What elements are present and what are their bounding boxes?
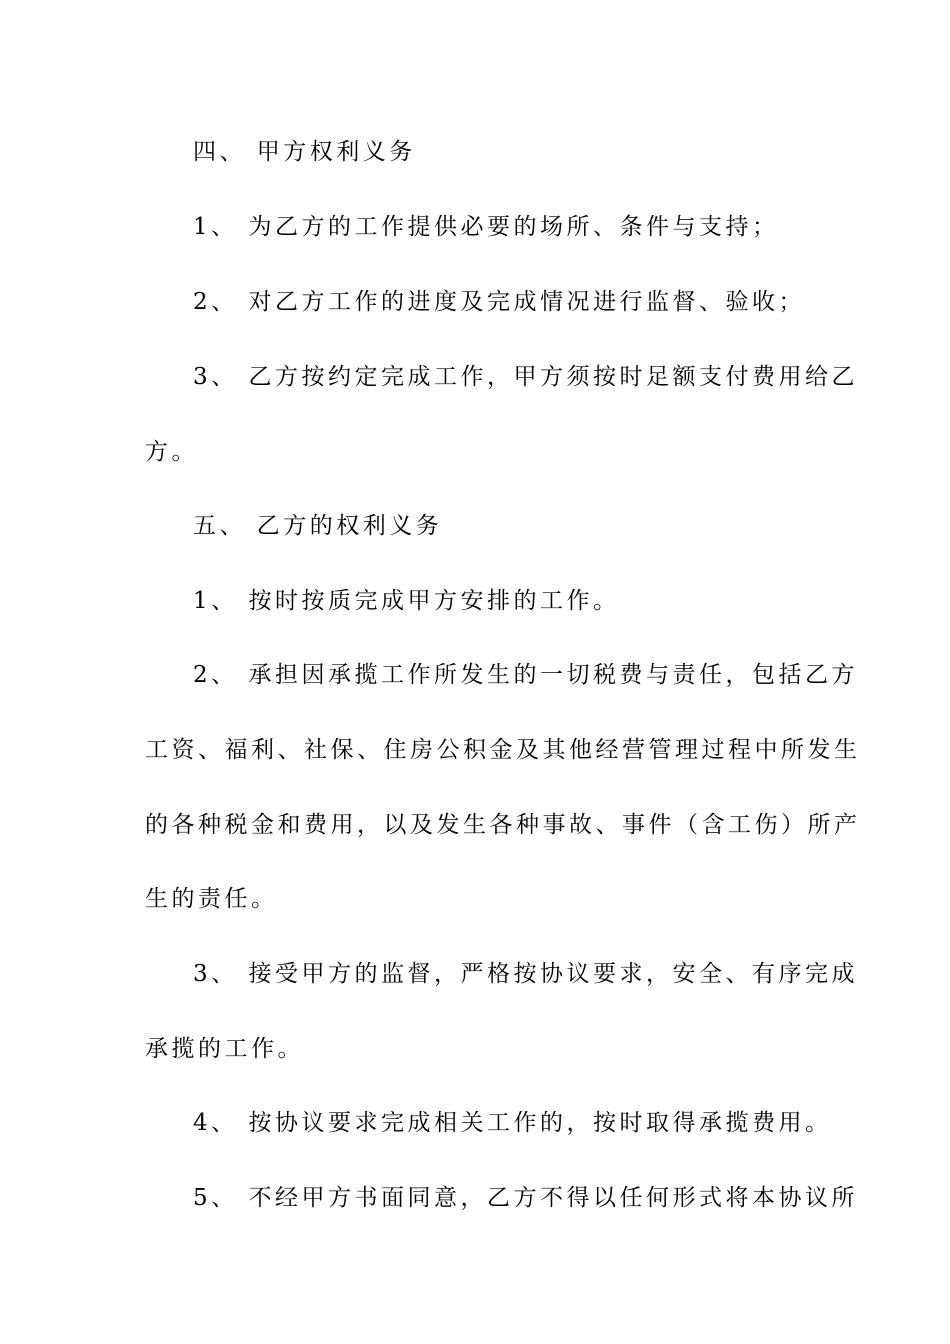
section-heading-party-a: 四、 甲方权利义务 xyxy=(193,139,416,165)
paragraph-line: 3、 接受甲方的监督，严格按协议要求，安全、有序完成 xyxy=(193,961,858,987)
paragraph-line: 4、 按协议要求完成相关工作的，按时取得承揽费用。 xyxy=(193,1110,832,1136)
section-heading-party-b: 五、 乙方的权利义务 xyxy=(193,513,443,539)
paragraph-line: 生的责任。 xyxy=(145,886,278,912)
paragraph-line: 方。 xyxy=(145,439,198,465)
paragraph-line: 2、 对乙方工作的进度及完成情况进行监督、验收； xyxy=(193,289,805,315)
paragraph-line: 工资、福利、社保、住房公积金及其他经营管理过程中所发生 xyxy=(145,737,861,763)
paragraph-line: 3、 乙方按约定完成工作，甲方须按时足额支付费用给乙 xyxy=(193,364,858,390)
paragraph-line: 5、 不经甲方书面同意，乙方不得以任何形式将本协议所 xyxy=(193,1185,858,1211)
paragraph-line: 1、 按时按质完成甲方安排的工作。 xyxy=(193,588,620,614)
paragraph-line: 的各种税金和费用，以及发生各种事故、事件（含工伤）所产 xyxy=(145,812,861,838)
paragraph-line: 1、 为乙方的工作提供必要的场所、条件与支持； xyxy=(193,214,779,240)
paragraph-line: 2、 承担因承揽工作所发生的一切税费与责任，包括乙方 xyxy=(193,662,858,688)
paragraph-line: 承揽的工作。 xyxy=(145,1036,304,1062)
